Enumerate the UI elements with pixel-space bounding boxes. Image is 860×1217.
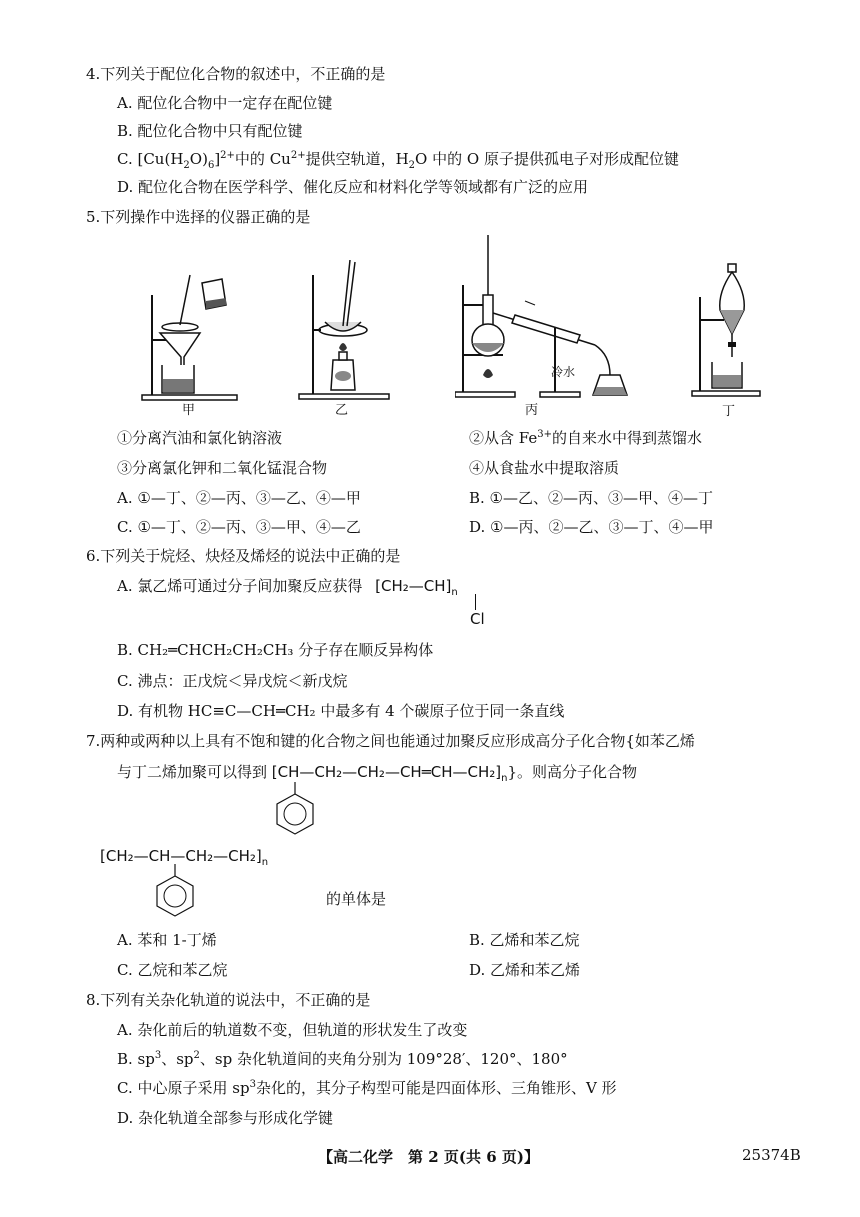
q8-option-a: A. 杂化前后的轨道数不变，但轨道的形状发生了改变 xyxy=(117,1021,468,1039)
q7-option-a: A. 苯和 1-丁烯 xyxy=(117,931,217,949)
apparatus-jia xyxy=(140,265,250,418)
polyvinyl-chloride-formula: $[CH_2—CH]_n$ xyxy=(375,577,458,598)
q7-option-b: B. 乙烯和苯乙烷 xyxy=(469,931,580,949)
q6-option-a: A. 氯乙烯可通过分子间加聚反应获得 $[CH_2—CH]_n$ xyxy=(117,577,458,598)
q4-option-a: A. 配位化合物中一定存在配位键 xyxy=(117,94,333,112)
page-footer: 【高二化学 第 2 页(共 6 页)】 xyxy=(318,1148,539,1166)
q6-stem: 6.下列关于烷烃、炔烃及烯烃的说法中正确的是 xyxy=(86,547,401,565)
filtration-drawing xyxy=(140,265,250,405)
q7-option-c: C. 乙烷和苯乙烷 xyxy=(117,961,228,979)
q6-chlorine: Cl xyxy=(470,610,485,628)
q5-option-c: C. ①—丁、②—丙、③—甲、④—乙 xyxy=(117,518,361,536)
q7-monomer-text: 的单体是 xyxy=(326,890,387,908)
q5-stem: 5.下列操作中选择的仪器正确的是 xyxy=(86,208,311,226)
q5-op2: ②从含 $Fe^{3+}$的自来水中得到蒸馏水 xyxy=(469,429,702,447)
label-cold-water: 冷水 xyxy=(551,365,576,379)
label-yi: 乙 xyxy=(335,403,349,418)
label-jia: 甲 xyxy=(182,403,196,418)
q8-stem: 8.下列有关杂化轨道的说法中，不正确的是 xyxy=(86,991,371,1009)
separation-drawing xyxy=(690,262,770,407)
q5-option-a: A. ①—丁、②—丙、③—乙、④—甲 xyxy=(117,489,361,507)
label-bing: 丙 xyxy=(525,403,539,418)
q5-op3: ③分离氯化钾和二氧化锰混合物 xyxy=(117,459,328,477)
q5-option-b: B. ①—乙、②—丙、③—甲、④—丁 xyxy=(469,489,714,507)
styrene-butadiene-formula: $[CH—CH_2—CH_2—CH═CH—CH_2]_n$ xyxy=(271,763,508,784)
q4-option-d: D. 配位化合物在医学科学、催化反应和材料化学等领域都有广泛的应用 xyxy=(117,178,589,196)
q8-option-d: D. 杂化轨道全部参与形成化学键 xyxy=(117,1109,334,1127)
q5-op1: ①分离汽油和氯化钠溶液 xyxy=(117,429,283,447)
polymer-formula: $[CH_2—CH—CH_2—CH_2]_n$ xyxy=(100,847,269,868)
q4-option-b: B. 配位化合物中只有配位键 xyxy=(117,122,303,140)
q7-stem-line2: 与丁二烯加聚可以得到 $[CH—CH_2—CH_2—CH═CH—CH_2]_n$}。则高分子化合物 xyxy=(117,763,637,784)
apparatus-yi xyxy=(295,260,405,418)
q8-option-c: C. 中心原子采用 $sp^3$杂化的，其分子构型可能是四面体形、三角锥形、V 形 xyxy=(117,1079,617,1097)
apparatus-ding xyxy=(690,262,770,419)
q6-bond-line xyxy=(475,594,476,610)
apparatus-bing xyxy=(455,235,635,418)
label-ding: 丁 xyxy=(722,404,736,419)
q8-option-b: B. $sp^3$、$sp^2$、sp 杂化轨道间的夹角分别为 109°28′、120°、180° xyxy=(117,1050,568,1068)
q6-option-b: B. CH₂═CHCH₂CH₂CH₃ 分子存在顺反异构体 xyxy=(117,641,434,659)
evaporation-drawing xyxy=(295,260,405,405)
q5-op4: ④从食盐水中提取溶质 xyxy=(469,459,620,477)
benzene-ring-icon xyxy=(270,782,320,842)
q6-option-d: D. 有机物 HC≡C—CH═CH₂ 中最多有 4 个碳原子位于同一条直线 xyxy=(117,702,565,720)
q6-option-c: C. 沸点：正戊烷＜异戊烷＜新戊烷 xyxy=(117,672,348,690)
q7-stem-line1: 7.两种或两种以上具有不饱和键的化合物之间也能通过加聚反应形成高分子化合物{如苯乙烯 xyxy=(86,732,695,750)
q4-stem: 4.下列关于配位化合物的叙述中，不正确的是 xyxy=(86,65,386,83)
q4-option-c: C. $[Cu(H_2O)_6]^{2+}$中的 $Cu^{2+}$提供空轨道，$H_2O$ 中的 O 原子提供孤电子对形成配位键 xyxy=(117,150,679,171)
distillation-drawing xyxy=(455,235,635,405)
q5-option-d: D. ①—丙、②—乙、③—丁、④—甲 xyxy=(469,518,714,536)
exam-code: 25374B xyxy=(742,1146,801,1164)
benzene-ring-icon xyxy=(150,864,200,924)
q7-option-d: D. 乙烯和苯乙烯 xyxy=(469,961,581,979)
